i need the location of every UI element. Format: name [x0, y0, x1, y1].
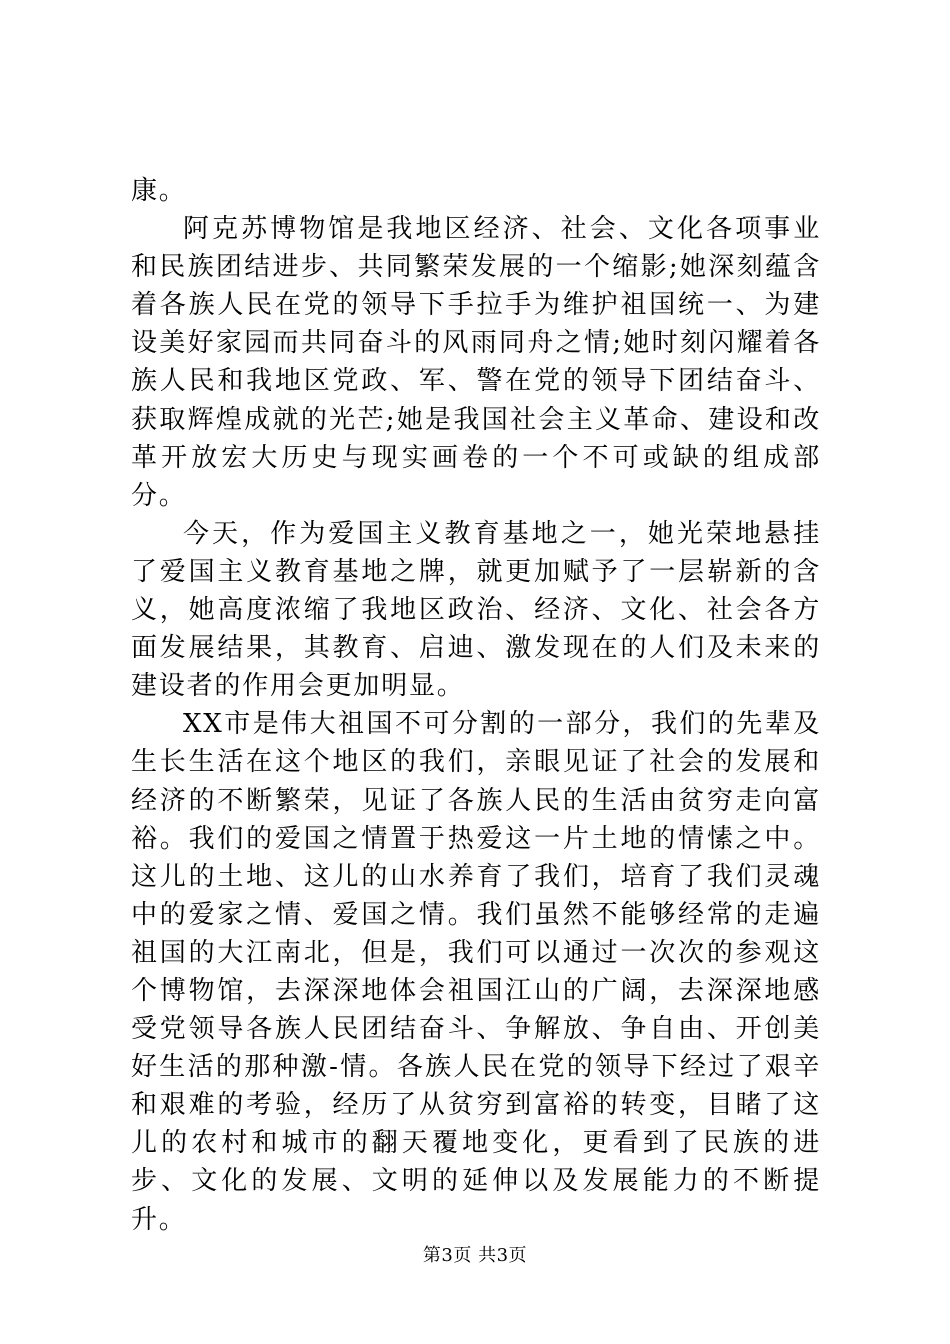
- paragraph-education-base: 今天，作为爱国主义教育基地之一，她光荣地悬挂了爱国主义教育基地之牌，就更加赋予了一层崭新的含义，她高度浓缩了我地区政治、经济、文化、社会各方面发展结果，其教育、启迪、激发现在的人们及未来的建设者的作用会更加明显。: [131, 518, 821, 702]
- paragraph-patriotism: XX市是伟大祖国不可分割的一部分，我们的先辈及生长生活在这个地区的我们，亲眼见证了社会的发展和经济的不断繁荣，见证了各族人民的生活由贫穷走向富裕。我们的爱国之情置于热爱这一片土地的情愫之中。这儿的土地、这儿的山水养育了我们，培育了我们灵魂中的爱家之情、爱国之情。我们虽然不能够经常的走遍祖国的大江南北，但是，我们可以通过一次次的参观这个博物馆，去深深地体会祖国江山的广阔，去深深地感受党领导各族人民团结奋斗、争解放、争自由、开创美好生活的那种激-情。各族人民在党的领导下经过了艰辛和艰难的考验，经历了从贫穷到富裕的转变，目睹了这儿的农村和城市的翻天覆地变化，更看到了民族的进步、文化的发展、文明的延伸以及发展能力的不断提升。: [131, 709, 821, 1235]
- paragraph-museum: 阿克苏博物馆是我地区经济、社会、文化各项事业和民族团结进步、共同繁荣发展的一个缩影;她深刻蕴含着各族人民在党的领导下手拉手为维护祖国统一、为建设美好家园而共同奋斗的风雨同舟之情;她时刻闪耀着各族人民和我地区党政、军、警在党的领导下团结奋斗、获取辉煌成就的光芒;她是我国社会主义革命、建设和改革开放宏大历史与现实画卷的一个不可或缺的组成部分。: [131, 214, 821, 511]
- body-text: [131, 172, 821, 1239]
- paragraph-continuation: 康。: [131, 176, 187, 206]
- page-footer: 第3页 共3页: [422, 1245, 528, 1266]
